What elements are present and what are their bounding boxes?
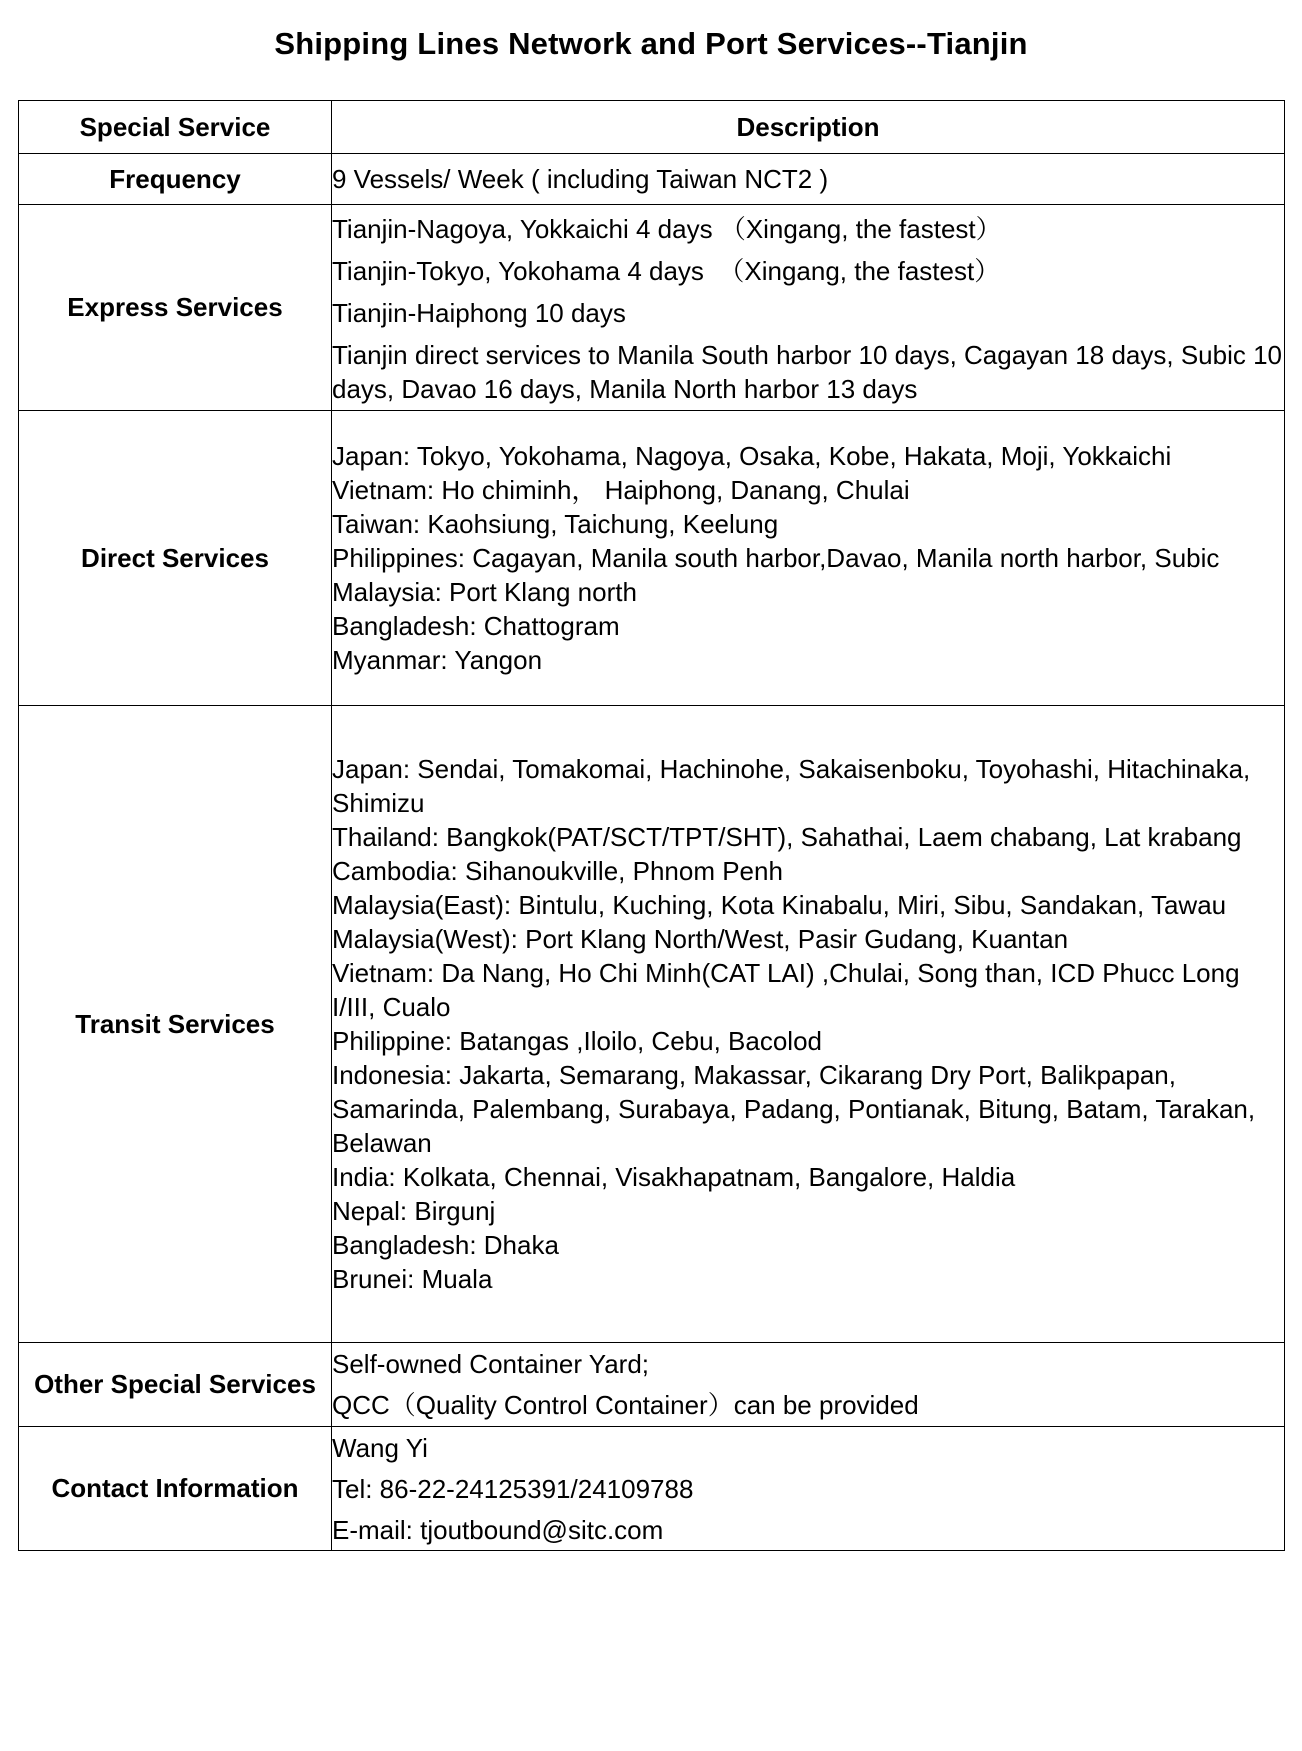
description-line: Vietnam: Ho chiminh， Haiphong, Danang, Chulai bbox=[332, 475, 910, 505]
table-row bbox=[19, 1343, 1285, 1427]
description-line: Tianjin-Nagoya, Yokkaichi 4 days （Xingang, the fastest） bbox=[332, 213, 1002, 244]
services-table bbox=[18, 100, 1290, 1551]
description-other bbox=[332, 1343, 1285, 1427]
description-line: Tianjin-Tokyo, Yokohama 4 days （Xingang, the fastest） bbox=[332, 255, 1001, 286]
description-line: QCC（Quality Control Container）can be provided bbox=[332, 1390, 919, 1420]
table-row bbox=[19, 706, 1285, 1343]
service-label-direct: Direct Services bbox=[19, 411, 332, 706]
description-line: Japan: Sendai, Tomakomai, Hachinohe, Sakaisenboku, Toyohashi, Hitachinaka, Shimizu bbox=[332, 754, 1258, 818]
description-line: Self-owned Container Yard; bbox=[332, 1349, 650, 1379]
contact-email: E-mail: tjoutbound@sitc.com bbox=[332, 1514, 664, 1545]
service-label-transit: Transit Services bbox=[19, 706, 332, 1343]
description-line: Japan: Tokyo, Yokohama, Nagoya, Osaka, Kobe, Hakata, Moji, Yokkaichi bbox=[332, 441, 1172, 471]
service-label-frequency: Frequency bbox=[19, 154, 332, 205]
description-express bbox=[332, 205, 1290, 411]
description-frequency bbox=[332, 154, 1285, 205]
description-line: Tianjin-Haiphong 10 days bbox=[332, 297, 626, 328]
table-header-row bbox=[19, 101, 1285, 154]
table-row bbox=[19, 205, 1285, 411]
contact-name: Wang Yi bbox=[332, 1432, 428, 1463]
table-row bbox=[19, 1427, 1285, 1551]
description-line: Myanmar: Yangon bbox=[332, 645, 543, 675]
table-row bbox=[19, 154, 1285, 205]
service-label-other: Other Special Services bbox=[19, 1343, 332, 1427]
description-direct bbox=[332, 411, 1285, 706]
description-contact bbox=[332, 1427, 1285, 1551]
description-line: 9 Vessels/ Week ( including Taiwan NCT2 ) bbox=[332, 164, 829, 194]
description-line: Tianjin direct services to Manila South harbor 10 days, Cagayan 18 days, Subic 10 days, Davao 16 days, Manila North harbor 13 days bbox=[332, 339, 1290, 404]
service-label-express: Express Services bbox=[19, 205, 332, 411]
description-line: Malaysia(East): Bintulu, Kuching, Kota Kinabalu, Miri, Sibu, Sandakan, Tawau bbox=[332, 890, 1227, 920]
description-line: Philippines: Cagayan, Manila south harbor,Davao, Manila north harbor, Subic bbox=[332, 543, 1220, 573]
description-line: Philippine: Batangas ,Iloilo, Cebu, Bacolod bbox=[332, 1026, 822, 1056]
description-line: Malaysia(West): Port Klang North/West, Pasir Gudang, Kuantan bbox=[332, 924, 1069, 954]
description-line: Vietnam: Da Nang, Ho Chi Minh(CAT LAI) ,Chulai, Song than, ICD Phucc Long I/III, Cualo bbox=[332, 958, 1247, 1022]
description-line: Taiwan: Kaohsiung, Taichung, Keelung bbox=[332, 509, 779, 539]
description-line: Nepal: Birgunj bbox=[332, 1196, 496, 1226]
header-description: Description bbox=[332, 101, 1285, 154]
service-label-contact: Contact Information bbox=[19, 1427, 332, 1551]
description-line: Bangladesh: Dhaka bbox=[332, 1230, 559, 1260]
description-line: Malaysia: Port Klang north bbox=[332, 577, 637, 607]
table-row bbox=[19, 411, 1285, 706]
header-special-service: Special Service bbox=[19, 101, 332, 154]
contact-phone: Tel: 86-22-24125391/24109788 bbox=[332, 1473, 694, 1504]
description-line: India: Kolkata, Chennai, Visakhapatnam, Bangalore, Haldia bbox=[332, 1162, 1016, 1192]
description-line: Indonesia: Jakarta, Semarang, Makassar, Cikarang Dry Port, Balikpapan, Samarinda, Palembang, Surabaya, Padang, Pontianak, Bitung, Batam, Tarakan, Belawan bbox=[332, 1060, 1263, 1158]
description-line: Brunei: Muala bbox=[332, 1264, 493, 1294]
description-line: Cambodia: Sihanoukville, Phnom Penh bbox=[332, 856, 783, 886]
description-transit bbox=[332, 706, 1285, 1343]
page-title: Shipping Lines Network and Port Services--Tianjin bbox=[274, 26, 1028, 61]
description-line: Bangladesh: Chattogram bbox=[332, 611, 620, 641]
description-line: Thailand: Bangkok(PAT/SCT/TPT/SHT), Sahathai, Laem chabang, Lat krabang bbox=[332, 822, 1242, 852]
